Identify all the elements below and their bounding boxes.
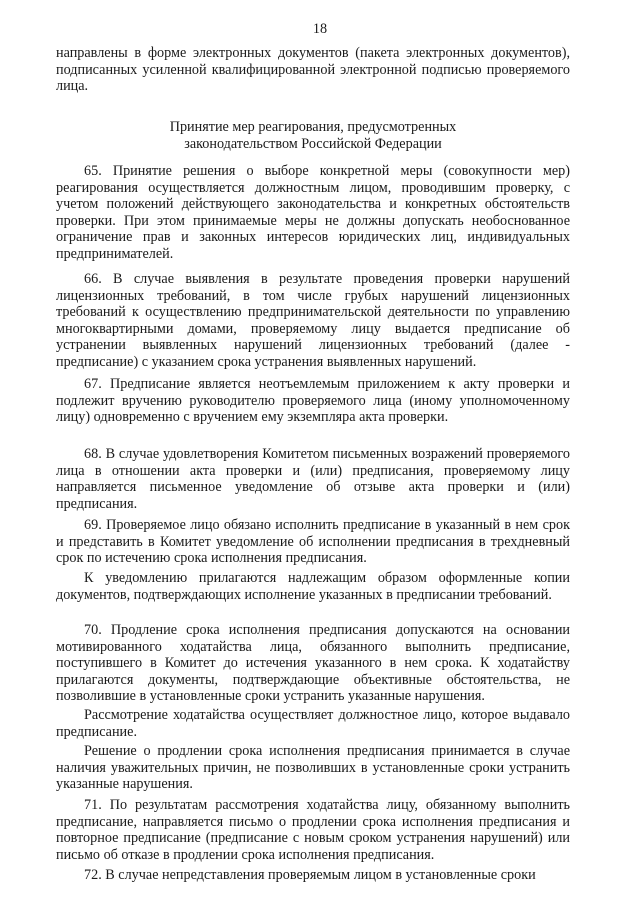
page-number: 18 [312, 21, 328, 37]
paragraph-67 [56, 376, 570, 426]
paragraph-text: 71. По результатам рассмотрения ходатайства лицу, обязанному выполнить предписание, направляется письмо о продлении срока исполнения предписания и повторное предписание (предписание с новым сроком устранения нарушений) или письмо об отказе в продлении срока исполнения предписания. [56, 797, 570, 863]
paragraph-71 [56, 797, 570, 863]
heading-line-2: законодательством Российской Федерации [184, 135, 442, 152]
continued-paragraph [56, 45, 570, 95]
paragraph-72 [56, 867, 570, 884]
paragraph-68 [56, 446, 570, 512]
paragraph-text: 72. В случае непредставления проверяемым лицом в установленные сроки [84, 867, 536, 883]
paragraph-text: Рассмотрение ходатайства осуществляет должностное лицо, которое выдавало предписание. [56, 707, 570, 740]
paragraph-70 [56, 622, 570, 705]
paragraph-text: Решение о продлении срока исполнения предписания принимается в случае наличия уважительных причин, не позволивших в установленные сроки устранить указанные нарушения. [56, 743, 570, 793]
section-heading [56, 119, 570, 152]
paragraph-69-attachments [56, 570, 570, 603]
heading-line-1: Принятие мер реагирования, предусмотренных [169, 119, 457, 135]
paragraph-69 [56, 517, 570, 567]
paragraph-text: К уведомлению прилагаются надлежащим образом оформленные копии документов, подтверждающих исполнение указанных в предписании требований. [56, 570, 570, 603]
paragraph-66 [56, 271, 570, 371]
paragraph-text: направлены в форме электронных документов (пакета электронных документов), подписанных усиленной квалифицированной электронной подписью проверяемого лица. [56, 45, 570, 95]
paragraph-text: 69. Проверяемое лицо обязано исполнить предписание в указанный в нем срок и представить в Комитет уведомление об исполнении предписания в трехдневный срок по истечению срока исполнения предписания. [56, 517, 570, 567]
paragraph-70-review [56, 707, 570, 740]
paragraph-text: 67. Предписание является неотъемлемым приложением к акту проверки и подлежит вручению руководителю проверяемого лица (иному уполномоченному лицу) одновременно с вручением ему экземпляра акта проверки. [56, 376, 570, 426]
paragraph-65 [56, 163, 570, 263]
paragraph-text: 68. В случае удовлетворения Комитетом письменных возражений проверяемого лица в отношении акта проверки и (или) предписания, проверяемому лицу направляется письменное уведомление об отзыве акта проверки и (или) предписания. [56, 446, 570, 512]
paragraph-text: 66. В случае выявления в результате проведения проверки нарушений лицензионных требований, в том числе грубых нарушений лицензионных требований к осуществлению предпринимательской деятельности по управлению многоквартирными домами, проверяемому лицу выдается предписание об устранении выявленных нарушений лицензионных требований (далее - предписание) с указанием срока устранения выявленных нарушений. [56, 271, 570, 370]
paragraph-text: 70. Продление срока исполнения предписания допускаются на основании мотивированного ходатайства лица, обязанного выполнить предписание, поступившего в Комитет до истечения указанного в нем срока. К ходатайству прилагаются документы, подтверждающие объективные обстоятельства, не позволившие в установленные сроки устранить указанные нарушения. [56, 622, 570, 705]
paragraph-70-decision [56, 743, 570, 793]
paragraph-text: 65. Принятие решения о выборе конкретной меры (совокупности мер) реагирования осуществляется должностным лицом, проводившим проверку, с учетом положений действующего законодательства и конкретных обстоятельств проверки. При этом принимаемые меры не должны допускать необоснованное ограничение прав и законных интересов юридических лиц, индивидуальных предпринимателей. [56, 163, 570, 262]
